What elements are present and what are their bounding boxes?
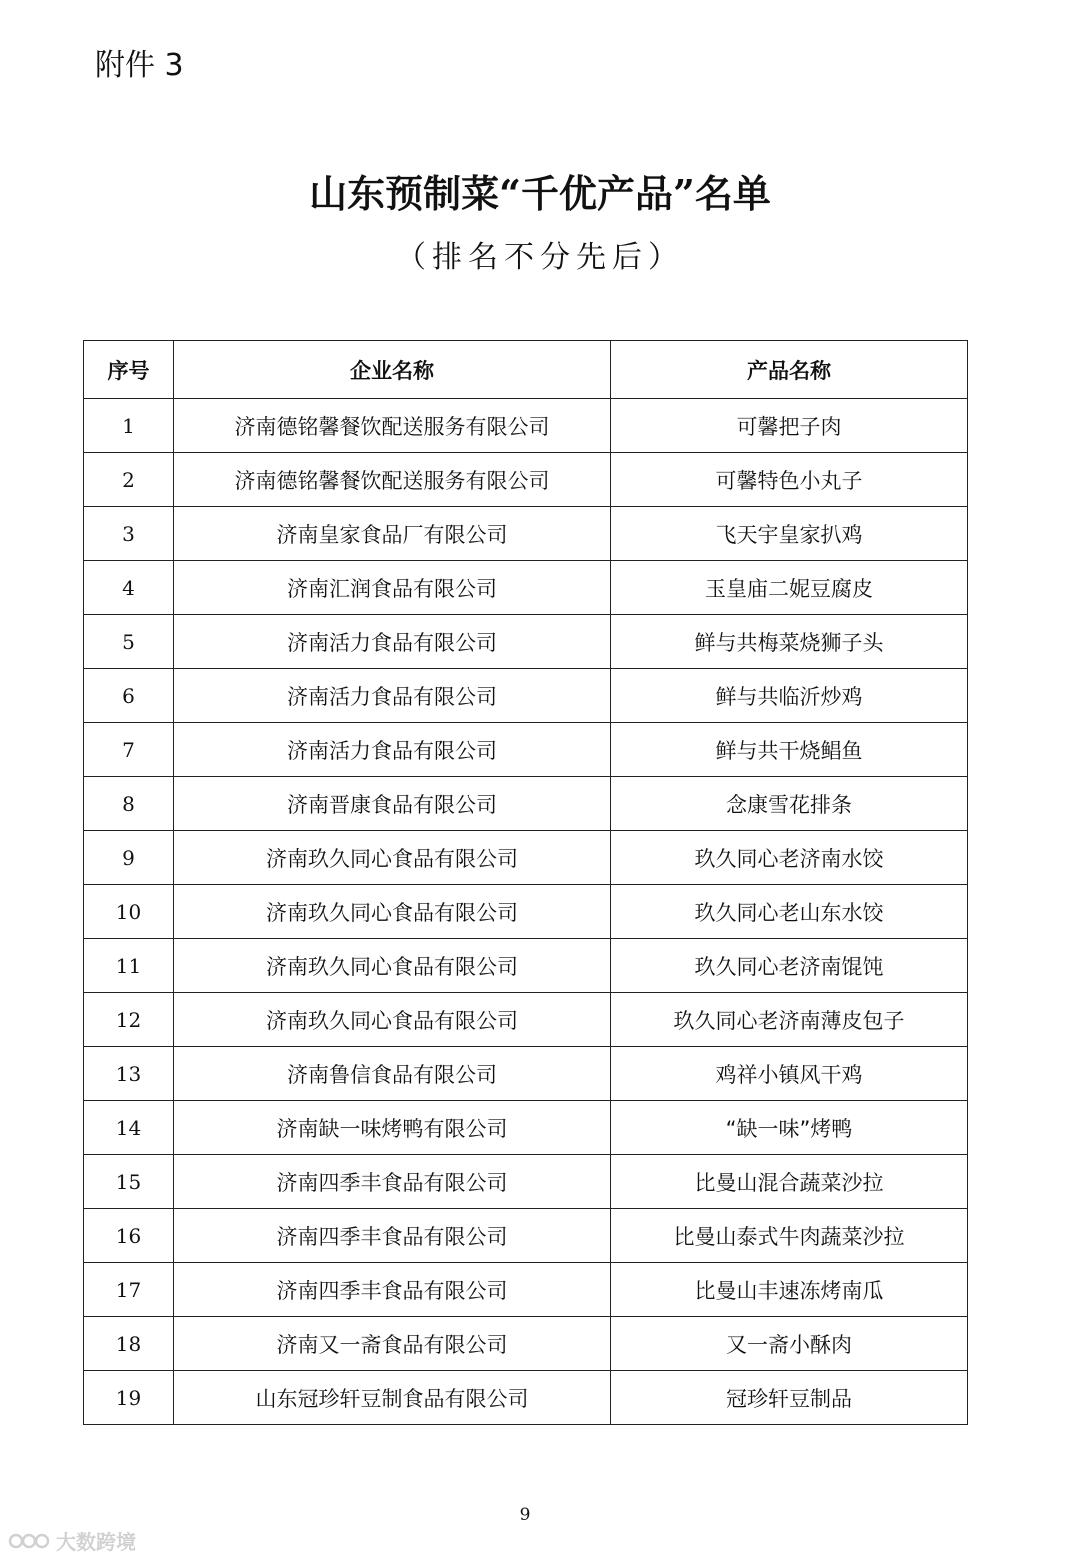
row-index-cell: 16: [84, 1209, 174, 1263]
row-index-cell: 8: [84, 777, 174, 831]
company-name-cell: 济南缺一味烤鸭有限公司: [174, 1101, 611, 1155]
row-index-cell: 14: [84, 1101, 174, 1155]
company-name-cell: 济南汇润食品有限公司: [174, 561, 611, 615]
product-name-cell: 鲜与共干烧鲳鱼: [611, 723, 968, 777]
table-header-row: [84, 341, 968, 399]
row-index-cell: 18: [84, 1317, 174, 1371]
company-name-cell: 济南德铭馨餐饮配送服务有限公司: [174, 453, 611, 507]
company-name-cell: 济南四季丰食品有限公司: [174, 1263, 611, 1317]
product-name-cell: 可馨特色小丸子: [611, 453, 968, 507]
row-index-cell: 3: [84, 507, 174, 561]
product-list-table: [83, 340, 968, 1425]
row-index-cell: 9: [84, 831, 174, 885]
table-row: [84, 1101, 968, 1155]
product-name-cell: 玉皇庙二妮豆腐皮: [611, 561, 968, 615]
company-name-cell: 山东冠珍轩豆制食品有限公司: [174, 1371, 611, 1425]
table-row: [84, 507, 968, 561]
attachment-label: 附件 3: [95, 48, 184, 83]
company-name-cell: 济南四季丰食品有限公司: [174, 1209, 611, 1263]
table-row: [84, 939, 968, 993]
table-row: [84, 561, 968, 615]
product-name-cell: 玖久同心老山东水饺: [611, 885, 968, 939]
company-name-cell: 济南活力食品有限公司: [174, 723, 611, 777]
table-row: [84, 669, 968, 723]
product-name-cell: 玖久同心老济南馄饨: [611, 939, 968, 993]
column-header-index: 序号: [84, 341, 174, 399]
product-name-cell: 比曼山丰速冻烤南瓜: [611, 1263, 968, 1317]
table-body: [84, 399, 968, 1425]
table-row: [84, 1263, 968, 1317]
company-name-cell: 济南活力食品有限公司: [174, 669, 611, 723]
company-name-cell: 济南四季丰食品有限公司: [174, 1155, 611, 1209]
table-row: [84, 1209, 968, 1263]
product-name-cell: 玖久同心老济南薄皮包子: [611, 993, 968, 1047]
product-name-cell: 比曼山泰式牛肉蔬菜沙拉: [611, 1209, 968, 1263]
page-number: 9: [519, 1505, 531, 1525]
table-row: [84, 993, 968, 1047]
product-name-cell: 玖久同心老济南水饺: [611, 831, 968, 885]
row-index-cell: 4: [84, 561, 174, 615]
document-title: 山东预制菜“千优产品”名单: [309, 171, 771, 216]
row-index-cell: 19: [84, 1371, 174, 1425]
company-name-cell: 济南活力食品有限公司: [174, 615, 611, 669]
product-name-cell: 念康雪花排条: [611, 777, 968, 831]
table-row: [84, 885, 968, 939]
table-row: [84, 831, 968, 885]
row-index-cell: 10: [84, 885, 174, 939]
row-index-cell: 6: [84, 669, 174, 723]
product-name-cell: 鲜与共梅菜烧狮子头: [611, 615, 968, 669]
table-row: [84, 399, 968, 453]
company-name-cell: 济南又一斋食品有限公司: [174, 1317, 611, 1371]
column-header-product: 产品名称: [611, 341, 968, 399]
watermark-logo-icon: [8, 1529, 50, 1553]
watermark-text: 大数跨境: [56, 1530, 136, 1554]
row-index-cell: 1: [84, 399, 174, 453]
product-name-cell: 鸡祥小镇风干鸡: [611, 1047, 968, 1101]
table-row: [84, 723, 968, 777]
row-index-cell: 11: [84, 939, 174, 993]
table-row: [84, 615, 968, 669]
company-name-cell: 济南玖久同心食品有限公司: [174, 885, 611, 939]
row-index-cell: 12: [84, 993, 174, 1047]
table-row: [84, 1047, 968, 1101]
product-name-cell: 飞天宇皇家扒鸡: [611, 507, 968, 561]
row-index-cell: 5: [84, 615, 174, 669]
product-name-cell: 鲜与共临沂炒鸡: [611, 669, 968, 723]
company-name-cell: 济南德铭馨餐饮配送服务有限公司: [174, 399, 611, 453]
row-index-cell: 15: [84, 1155, 174, 1209]
table-row: [84, 1155, 968, 1209]
watermark: [8, 1526, 136, 1555]
table-row: [84, 777, 968, 831]
product-name-cell: 又一斋小酥肉: [611, 1317, 968, 1371]
company-name-cell: 济南玖久同心食品有限公司: [174, 993, 611, 1047]
table-row: [84, 1317, 968, 1371]
table-row: [84, 453, 968, 507]
product-name-cell: 冠珍轩豆制品: [611, 1371, 968, 1425]
document-subtitle: （排名不分先后）: [396, 240, 684, 275]
row-index-cell: 17: [84, 1263, 174, 1317]
company-name-cell: 济南晋康食品有限公司: [174, 777, 611, 831]
company-name-cell: 济南玖久同心食品有限公司: [174, 831, 611, 885]
company-name-cell: 济南玖久同心食品有限公司: [174, 939, 611, 993]
column-header-company: 企业名称: [174, 341, 611, 399]
product-name-cell: 可馨把子肉: [611, 399, 968, 453]
company-name-cell: 济南皇家食品厂有限公司: [174, 507, 611, 561]
row-index-cell: 13: [84, 1047, 174, 1101]
table-row: [84, 1371, 968, 1425]
row-index-cell: 2: [84, 453, 174, 507]
row-index-cell: 7: [84, 723, 174, 777]
product-name-cell: “缺一味”烤鸭: [611, 1101, 968, 1155]
product-name-cell: 比曼山混合蔬菜沙拉: [611, 1155, 968, 1209]
company-name-cell: 济南鲁信食品有限公司: [174, 1047, 611, 1101]
